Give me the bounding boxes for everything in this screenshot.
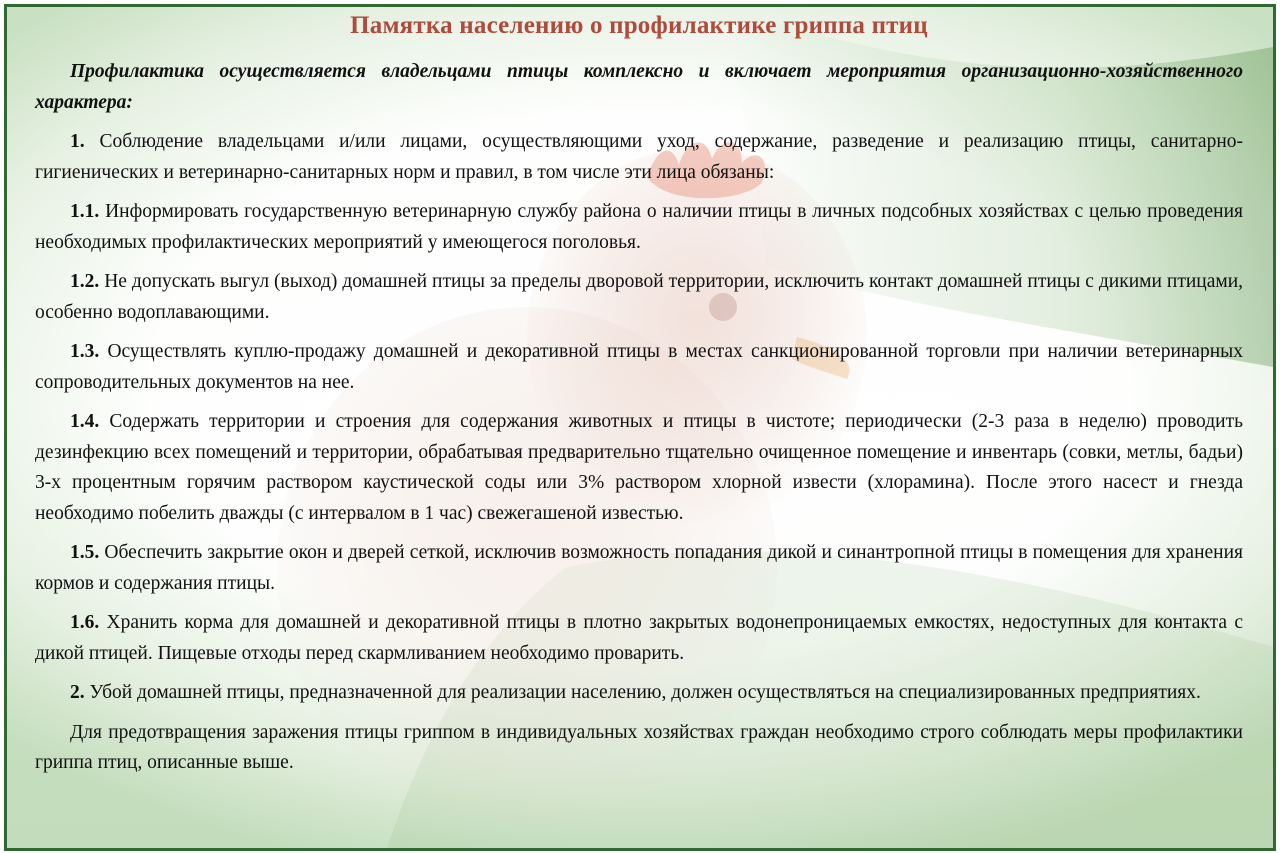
item-number: 1. [70, 131, 85, 152]
item-number: 1.2. [70, 271, 100, 292]
item-text: Осуществлять куплю-продажу домашней и декоративной птицы в местах санкционированной торговли при наличии ветеринарных сопроводительных документов на нее. [35, 341, 1244, 393]
item-text: Соблюдение владельцами и/или лицами, осуществляющими уход, содержание, разведение и реализацию птицы, санитарно-гигиенических и ветеринарно-санитарных норм и правил, в том числе эти лица обязаны: [35, 131, 1244, 183]
item-text: Информировать государственную ветеринарную службу района о наличии птицы в личных подсобных хозяйствах с целью проведения необходимых профилактических мероприятий у имеющегося поголовья. [35, 201, 1244, 253]
item-paragraph [35, 197, 1243, 258]
item-number: 1.1. [70, 201, 100, 222]
item-paragraph [35, 337, 1243, 398]
item-paragraph [35, 407, 1243, 529]
intro-paragraph: Профилактика осуществляется владельцами птицы комплексно и включает мероприятия организационно-хозяйственного характера: [35, 61, 1243, 113]
item-text: Убой домашней птицы, предназначенной для реализации населению, должен осуществляться на специализированных предприятиях. [89, 682, 1201, 703]
item-number: 1.6. [70, 612, 100, 633]
item-paragraph [35, 267, 1243, 328]
item-text: Хранить корма для домашней и декоративной птицы в плотно закрытых водонепроницаемых емкостях, недоступных для контакта с дикой птицей. Пищевые отходы перед скармливанием необходимо проварить. [35, 612, 1243, 664]
item-paragraph [35, 608, 1243, 669]
memo-frame [4, 4, 1276, 851]
item-text: Обеспечить закрытие окон и дверей сеткой, исключив возможность попадания дикой и синантропной птицы в помещения для хранения кормов и содержания птицы. [35, 542, 1243, 594]
item-paragraph [35, 678, 1243, 709]
item-paragraph [35, 127, 1243, 188]
page-title: Памятка населению о профилактике гриппа птиц [350, 12, 928, 39]
item-text: Содержать территории и строения для содержания животных и птицы в чистоте; периодически (2-3 раза в неделю) проводить дезинфекцию всех помещений и территории, обрабатывая предварительно тщательно очищенное помещение и инвентарь (совки, метлы, бадьи) 3-х процентным горячим раствором каустической соды или 3% раствором хлорной извести (хлорамина). После этого насест и гнезда необходимо побелить дважды (с интервалом в 1 час) свежегашеной известью. [35, 411, 1243, 524]
closing-paragraph: Для предотвращения заражения птицы гриппом в индивидуальных хозяйствах граждан необходимо строго соблюдать меры профилактики гриппа птиц, описанные выше. [35, 721, 1243, 773]
memo-content [7, 9, 1273, 779]
item-number: 2. [70, 682, 85, 703]
item-number: 1.5. [70, 542, 100, 563]
item-number: 1.3. [70, 341, 100, 362]
item-text: Не допускать выгул (выход) домашней птицы за пределы дворовой территории, исключить контакт домашней птицы с дикими птицами, особенно водоплавающими. [35, 271, 1244, 323]
item-paragraph [35, 538, 1243, 599]
item-number: 1.4. [70, 411, 100, 432]
